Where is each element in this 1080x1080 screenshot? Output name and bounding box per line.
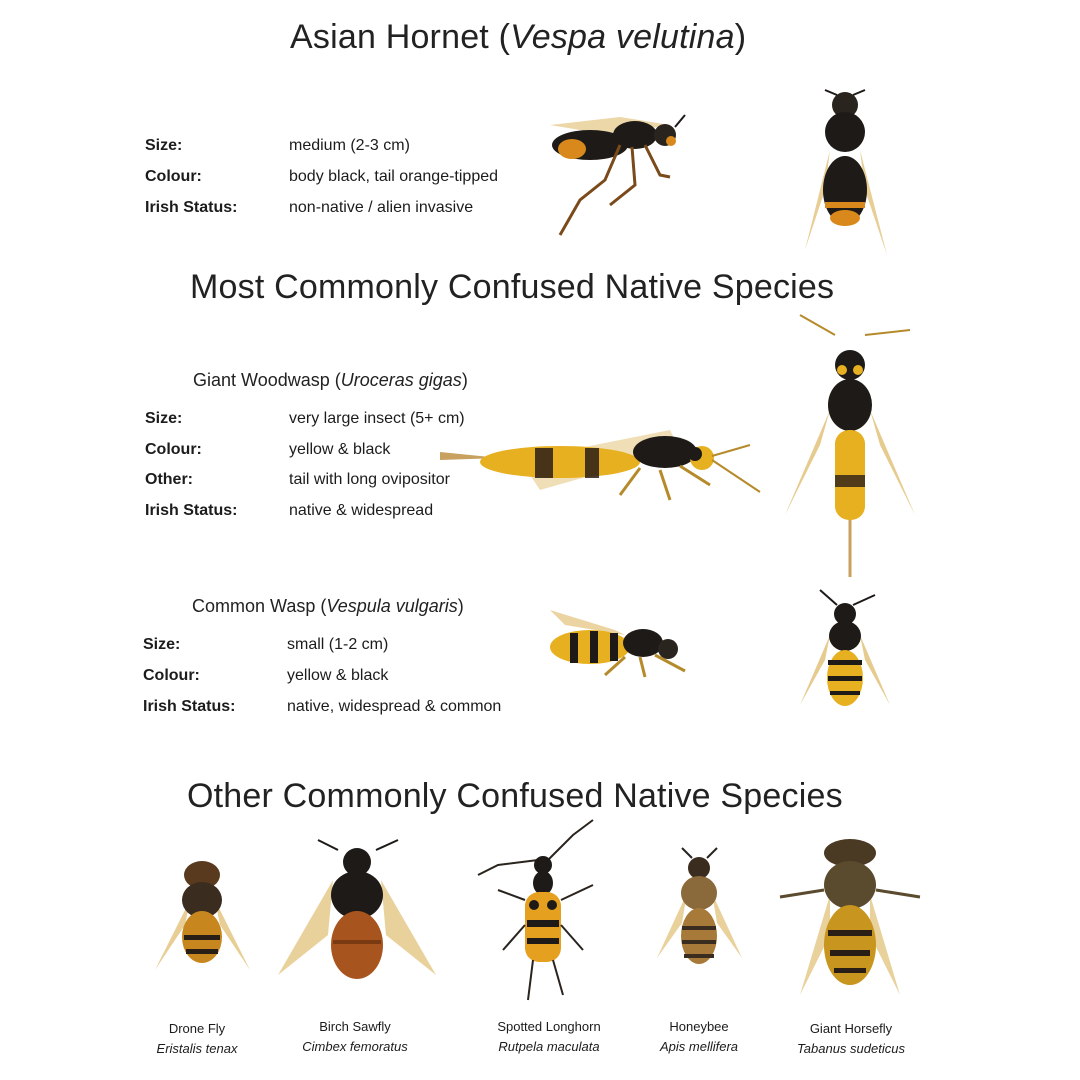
other-section-heading: Other Commonly Confused Native Species <box>187 777 843 815</box>
species-caption-birch-sawfly: Birch Sawfly Cimbex femoratus <box>302 1019 408 1054</box>
species-caption-drone-fly: Drone Fly Eristalis tenax <box>156 1021 238 1056</box>
giant-woodwasp-top-image <box>780 315 920 580</box>
hornet-colour-label: Colour: <box>145 168 202 185</box>
species-caption-spotted-longhorn: Spotted Longhorn Rutpela maculata <box>497 1019 601 1054</box>
woodwasp-other-label: Other: <box>145 471 193 488</box>
woodwasp-size-value: very large insect (5+ cm) <box>289 410 465 427</box>
woodwasp-status-label: Irish Status: <box>145 502 238 519</box>
honeybee-image <box>652 848 747 973</box>
common-wasp-side-image <box>535 605 690 685</box>
hornet-colour-value: body black, tail orange-tipped <box>289 168 499 185</box>
asian-hornet-side-image <box>520 105 690 245</box>
common-wasp-size-value: small (1-2 cm) <box>287 636 389 653</box>
common-wasp-colour-label: Colour: <box>143 667 200 684</box>
asian-hornet-top-image <box>795 90 895 260</box>
giant-horsefly-image <box>780 835 920 1000</box>
hornet-size-label: Size: <box>145 137 183 154</box>
common-wasp-size-label: Size: <box>143 636 181 653</box>
common-wasp-status-label: Irish Status: <box>143 698 236 715</box>
woodwasp-colour-label: Colour: <box>145 441 202 458</box>
woodwasp-title: Giant Woodwasp (Uroceras gigas) <box>193 370 468 390</box>
common-wasp-title: Common Wasp (Vespula vulgaris) <box>192 596 464 616</box>
native-section-heading: Most Commonly Confused Native Species <box>190 268 835 306</box>
asian-hornet-heading: Asian Hornet (Vespa velutina) <box>290 18 747 56</box>
common-wasp-status-value: native, widespread & common <box>287 698 502 715</box>
spotted-longhorn-image <box>478 820 603 1010</box>
hornet-size-value: medium (2-3 cm) <box>289 137 410 154</box>
common-wasp-top-image <box>795 590 895 720</box>
giant-woodwasp-side-image <box>440 420 770 510</box>
common-wasp-colour-value: yellow & black <box>287 667 389 684</box>
woodwasp-other-value: tail with long ovipositor <box>289 471 450 488</box>
woodwasp-colour-value: yellow & black <box>289 441 391 458</box>
birch-sawfly-image <box>278 840 436 990</box>
woodwasp-status-value: native & widespread <box>289 502 434 519</box>
hornet-status-value: non-native / alien invasive <box>289 199 474 216</box>
woodwasp-size-label: Size: <box>145 410 183 427</box>
hornet-status-label: Irish Status: <box>145 199 238 216</box>
species-caption-giant-horsefly: Giant Horsefly Tabanus sudeticus <box>797 1021 905 1056</box>
species-caption-honeybee: Honeybee Apis mellifera <box>659 1019 739 1054</box>
drone-fly-image <box>150 855 255 975</box>
